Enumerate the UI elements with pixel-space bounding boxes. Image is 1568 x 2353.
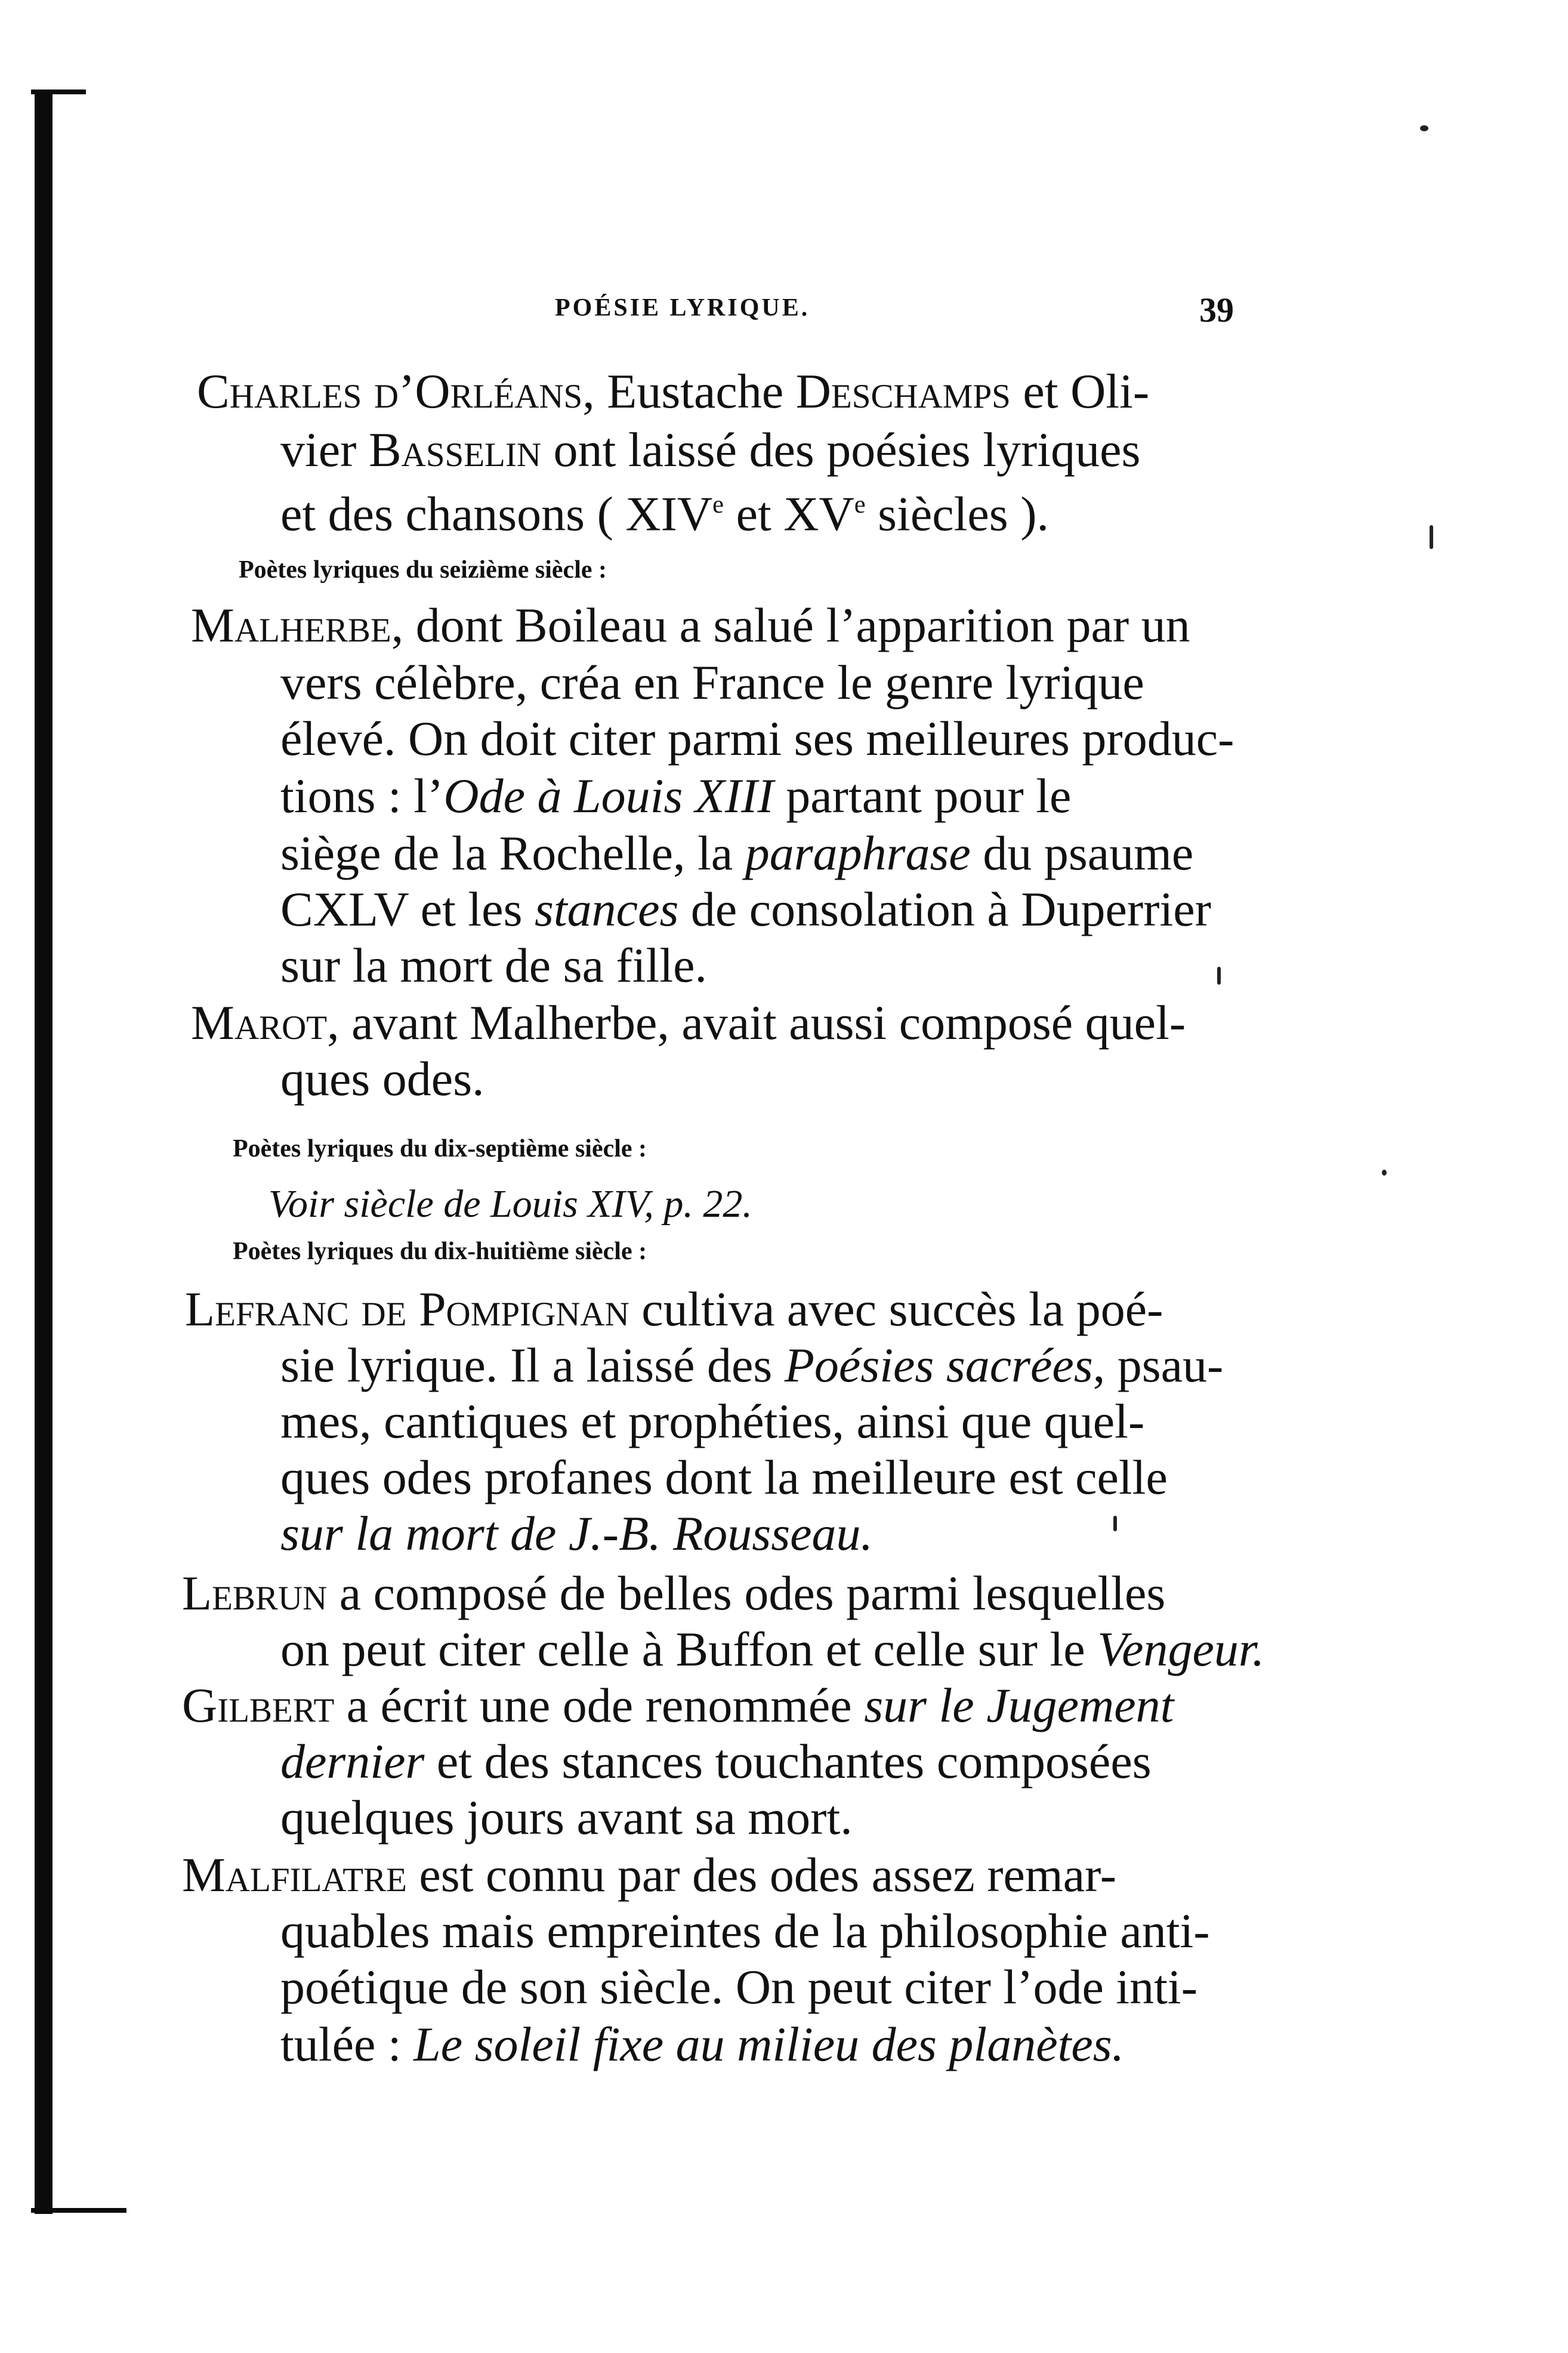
page-binding-foot	[31, 2208, 126, 2213]
entry-line	[280, 882, 1211, 937]
scan-speck	[1430, 525, 1433, 549]
author-name: Lebrun	[182, 1566, 328, 1620]
text-run: on peut citer celle à Buffon et celle sur le	[280, 1622, 1098, 1676]
entry-line: ques odes profanes dont la meilleure est celle	[280, 1450, 1168, 1504]
entry-line	[280, 477, 1049, 541]
entry-line	[182, 1848, 1116, 1902]
entry-line	[280, 826, 1193, 881]
text-run: , dont Boileau a salué l’apparition par un	[391, 598, 1190, 652]
entry-line	[280, 1734, 1152, 1789]
work-title: sur le Jugement	[864, 1678, 1174, 1732]
author-name: Deschamps	[795, 364, 1011, 418]
text-run: vier	[280, 423, 369, 477]
entry-line: sur la mort de sa fille.	[280, 938, 708, 992]
running-header: POÉSIE LYRIQUE.	[555, 294, 810, 322]
author-name: Marot	[191, 995, 328, 1050]
text-run: cultiva avec succès la poé-	[629, 1282, 1163, 1336]
text-run: a composé de belles odes parmi lesquelles	[327, 1566, 1166, 1620]
entry-line	[191, 995, 1186, 1050]
work-title: Vengeur.	[1097, 1622, 1265, 1676]
superscript: e	[712, 491, 724, 519]
entry-line	[280, 2017, 1124, 2072]
text-run: , Eustache	[582, 364, 796, 418]
scan-speck	[1217, 967, 1221, 985]
author-name: Malfilatre	[182, 1848, 407, 1902]
work-title: Poésies sacrées	[784, 1338, 1093, 1392]
work-title: paraphrase	[745, 826, 971, 880]
section-heading-18th: Poètes lyriques du dix-huitième siècle :	[233, 1238, 647, 1265]
entry-line: élevé. On doit citer parmi ses meilleures produc-	[280, 711, 1234, 766]
text-run: tulée :	[280, 2017, 414, 2071]
author-name: Gilbert	[182, 1678, 335, 1732]
section-heading-17th: Poètes lyriques du dix-septième siècle :	[233, 1135, 647, 1162]
entry-line: ques odes.	[280, 1051, 484, 1106]
entry-line	[182, 1678, 1174, 1733]
cross-reference: Voir siècle de Louis XIV, p. 22.	[268, 1182, 752, 1226]
text-run: est connu par des odes assez remar-	[406, 1848, 1117, 1902]
entry-line	[280, 1622, 1264, 1677]
entry-line: quelques jours avant sa mort.	[280, 1790, 853, 1845]
text-run: CXLV et les	[280, 882, 535, 936]
entry-line	[185, 1282, 1163, 1337]
entry-line: quables mais empreintes de la philosophie anti-	[280, 1904, 1210, 1958]
scan-speck	[1420, 125, 1428, 131]
text-run: du psaume	[970, 826, 1194, 880]
section-heading-16th: Poètes lyriques du seizième siècle :	[239, 556, 607, 584]
author-name: Basselin	[368, 423, 542, 477]
text-run: ont laissé des poésies lyriques	[541, 423, 1141, 477]
text-run: de consolation à Duperrier	[678, 882, 1211, 936]
entry-line	[280, 1338, 1223, 1393]
entry-line	[182, 1566, 1165, 1621]
page-number: 39	[1199, 291, 1234, 329]
work-title: dernier	[280, 1734, 425, 1788]
entry-line: poétique de son siècle. On peut citer l’ode inti-	[280, 1960, 1198, 2014]
scan-speck	[1113, 1516, 1117, 1531]
page-binding-top	[31, 90, 86, 94]
entry-line	[280, 423, 1140, 477]
text-run: siège de la Rochelle, la	[280, 826, 745, 880]
text-run: , psau-	[1092, 1338, 1224, 1392]
text-run: et des chansons ( XIV	[280, 486, 713, 541]
author-name: Lefranc de Pompignan	[185, 1282, 629, 1336]
text-run: et des stances touchantes composées	[424, 1734, 1152, 1788]
work-title: Le soleil fixe au milieu des planètes.	[413, 2017, 1125, 2071]
author-name: Charles d’Orléans	[197, 364, 583, 418]
page-binding-edge	[35, 90, 53, 2214]
entry-line	[197, 364, 1149, 419]
work-title: stances	[534, 882, 679, 936]
author-name: Malherbe	[191, 598, 391, 652]
work-title: Ode à Louis XIII	[443, 769, 774, 823]
entry-line	[191, 598, 1190, 653]
text-run: tions : l’	[280, 769, 444, 823]
entry-line: sur la mort de J.-B. Rousseau.	[280, 1506, 873, 1561]
scan-speck	[1382, 1170, 1387, 1176]
entry-line: mes, cantiques et prophéties, ainsi que quel-	[280, 1394, 1145, 1448]
text-run: et Oli-	[1010, 364, 1150, 418]
entry-line: vers célèbre, créa en France le genre lyrique	[280, 655, 1144, 710]
text-run: siècles ).	[865, 486, 1050, 541]
text-run: a écrit une ode renommée	[334, 1678, 865, 1732]
text-run: sie lyrique. Il a laissé des	[280, 1338, 785, 1392]
superscript: e	[854, 491, 866, 519]
text-run: et XV	[724, 486, 854, 541]
text-run: , avant Malherbe, avait aussi composé quel-	[327, 995, 1186, 1050]
entry-line	[280, 769, 1071, 824]
text-run: partant pour le	[773, 769, 1072, 823]
